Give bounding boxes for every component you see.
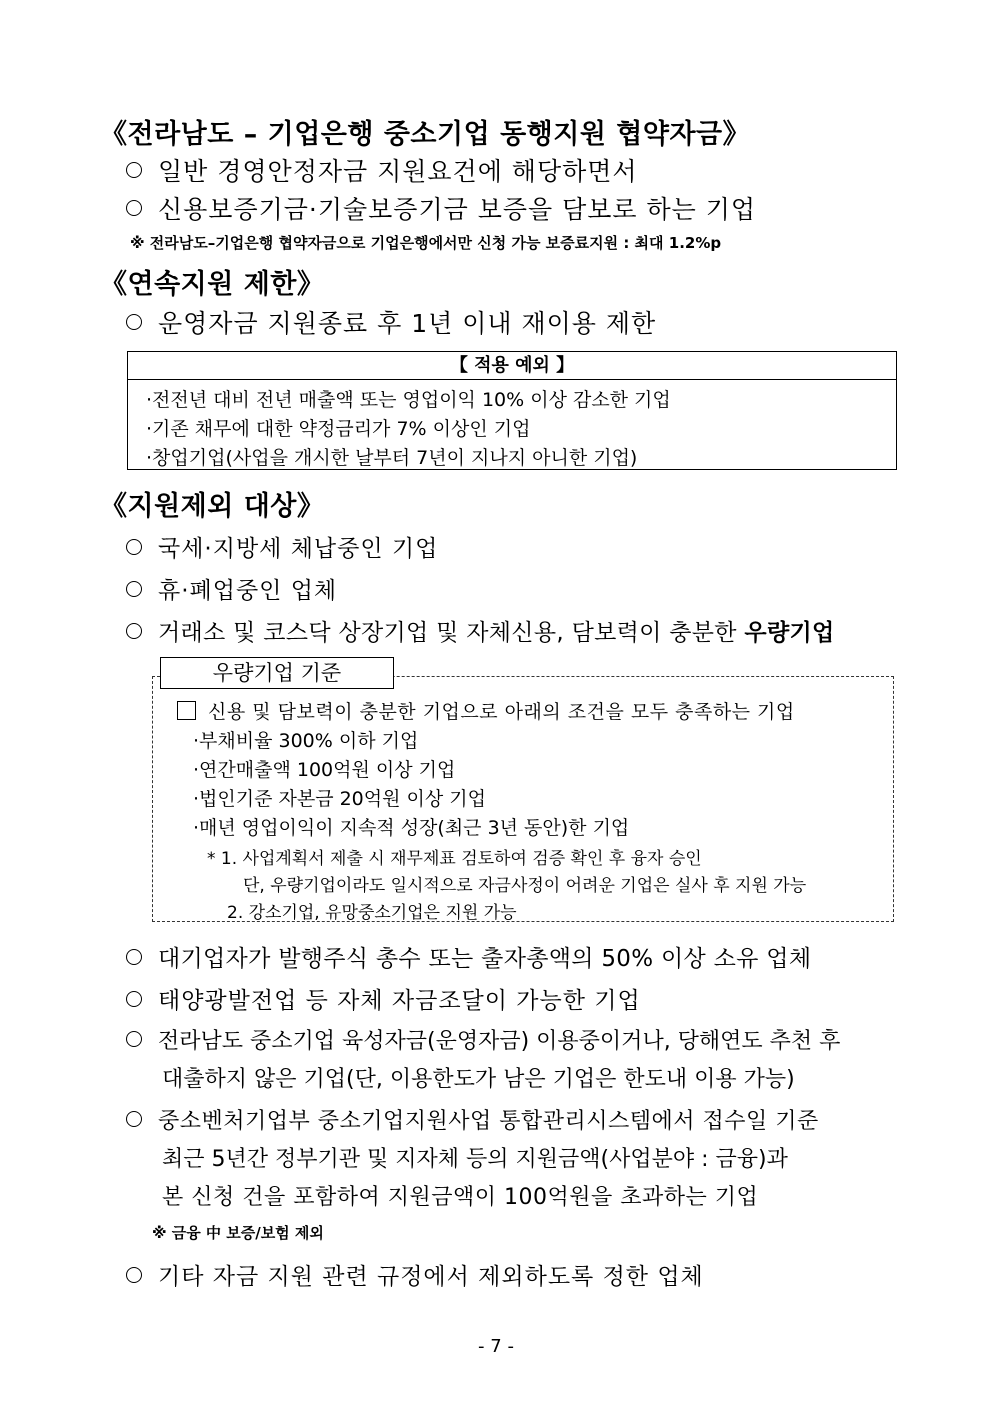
criteria-lead: 신용 및 담보력이 충분한 기업으로 아래의 조건을 모두 충족하는 기업 (177, 697, 795, 724)
criteria-box (152, 676, 894, 922)
criteria-tab: 우량기업 기준 (160, 657, 394, 689)
list-item: 전라남도 중소기업 육성자금(운영자금) 이용중이거나, 당해연도 추천 후 (126, 1024, 840, 1055)
note: ※ 금융 中 보증/보험 제외 (152, 1224, 324, 1242)
circle-bullet-icon (126, 949, 142, 965)
page-number: - 7 - (478, 1336, 514, 1357)
list-item-continued: 최근 5년간 정부기관 및 지자체 등의 지원금액(사업분야 : 금융)과 (162, 1147, 788, 1172)
list-item: 신용보증기금·기술보증기금 보증을 담보로 하는 기업 (126, 190, 756, 226)
circle-bullet-icon (126, 162, 142, 178)
list-item: 기타 자금 지원 관련 규정에서 제외하도록 정한 업체 (126, 1258, 704, 1291)
list-item: 휴·폐업중인 업체 (126, 572, 337, 605)
list-item: 국세·지방세 체납중인 기업 (126, 530, 438, 563)
exception-box (127, 351, 897, 470)
section-title: 《지원제외 대상》 (100, 491, 325, 522)
circle-bullet-icon (126, 200, 142, 216)
exception-line: ·기존 채무에 대한 약정금리가 7% 이상인 기업 (146, 418, 531, 440)
criteria-footnote: 2. 강소기업, 유망중소기업은 지원 가능 (227, 903, 517, 923)
circle-bullet-icon (126, 1267, 142, 1283)
criteria-footnote: * 1. 사업계획서 제출 시 재무제표 검토하여 검증 확인 후 융자 승인 (207, 849, 702, 869)
circle-bullet-icon (126, 1031, 142, 1047)
criteria-line: ·법인기준 자본금 20억원 이상 기업 (193, 788, 486, 810)
list-item-continued: 본 신청 건을 포함하여 지원금액이 100억원을 초과하는 기업 (162, 1185, 759, 1210)
list-item: 일반 경영안정자금 지원요건에 해당하면서 (126, 152, 638, 188)
section-title: 《연속지원 제한》 (100, 269, 325, 300)
circle-bullet-icon (126, 581, 142, 597)
circle-bullet-icon (126, 314, 142, 330)
exception-line: ·창업기업(사업을 개시한 날부터 7년이 지나지 아니한 기업) (146, 447, 638, 469)
checkbox-square-icon (177, 701, 196, 720)
circle-bullet-icon (126, 1111, 142, 1127)
list-item: 대기업자가 발행주식 총수 또는 출자총액의 50% 이상 소유 업체 (126, 940, 811, 973)
criteria-line: ·매년 영업이익이 지속적 성장(최근 3년 동안)한 기업 (193, 817, 630, 839)
note: ※ 전라남도–기업은행 협약자금으로 기업은행에서만 신청 가능 보증료지원 : 최대 1.2%p (130, 234, 722, 252)
section-title: 《전라남도 – 기업은행 중소기업 동행지원 협약자금》 (100, 119, 751, 150)
circle-bullet-icon (126, 539, 142, 555)
criteria-line: ·부채비율 300% 이하 기업 (193, 730, 419, 752)
criteria-line: ·연간매출액 100억원 이상 기업 (193, 759, 456, 781)
list-item: 운영자금 지원종료 후 1년 이내 재이용 제한 (126, 304, 656, 340)
circle-bullet-icon (126, 623, 142, 639)
criteria-footnote: 단, 우량기업이라도 일시적으로 자금사정이 어려운 기업은 실사 후 지원 가능 (243, 876, 807, 896)
list-item: 거래소 및 코스닥 상장기업 및 자체신용, 담보력이 충분한 우량기업 (126, 614, 835, 647)
emphasis: 우량기업 (744, 620, 835, 646)
list-item: 중소벤처기업부 중소기업지원사업 통합관리시스템에서 접수일 기준 (126, 1104, 819, 1135)
circle-bullet-icon (126, 991, 142, 1007)
exception-box-caption: 【 적용 예외 】 (128, 352, 896, 380)
exception-line: ·전전년 대비 전년 매출액 또는 영업이익 10% 이상 감소한 기업 (146, 389, 671, 411)
list-item-continued: 대출하지 않은 기업(단, 이용한도가 남은 기업은 한도내 이용 가능) (162, 1067, 795, 1092)
list-item: 태양광발전업 등 자체 자금조달이 가능한 기업 (126, 982, 641, 1015)
